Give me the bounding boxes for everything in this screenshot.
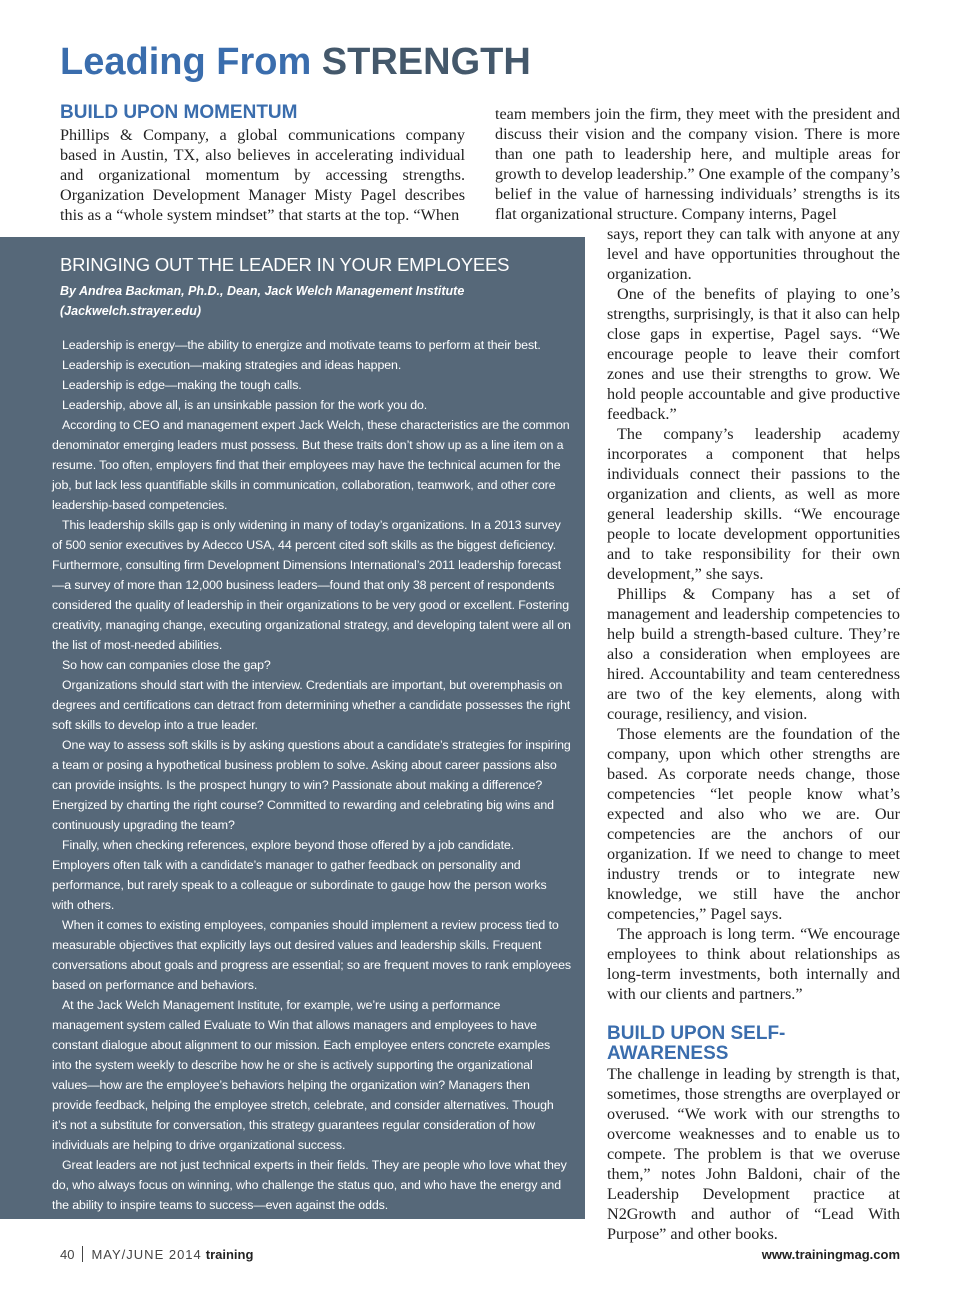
momentum-column-continued (495, 104, 900, 224)
sidebar-title: BRINGING OUT THE LEADER IN YOUR EMPLOYEES (60, 254, 510, 275)
right-column (607, 224, 900, 1244)
title-part-2: STRENGTH (321, 41, 531, 83)
sidebar-paragraph: Leadership is edge—making the tough calls. (62, 378, 302, 392)
momentum-paragraph: The approach is long term. “We encourage employees to think about relationships as long-term investments, both internally and with our clients and partners.” (607, 925, 900, 1003)
issue-date: MAY/JUNE 2014 (91, 1247, 202, 1262)
title-part-1: Leading From (60, 41, 322, 83)
sidebar-paragraph: One way to assess soft skills is by asking questions about a candidate’s strategies for inspiring a team or posing a hypothetical business problem to solve. Asking about career passions also can provide insights. Is the prospect hungry to win? Passionate about making a difference? Energized by charting the right course? Committed to rewarding and celebrating big wins and continuously upgrading the team? (52, 738, 571, 832)
sidebar-byline: By Andrea Backman, Ph.D., Dean, Jack Welch Management Institute (Jackwelch.strayer.edu) (60, 284, 465, 318)
sidebar-paragraph: Finally, when checking references, explore beyond those offered by a job candidate. Employers often talk with a candidate’s manager to gather feedback on personality and performance, but rarely speak to a colleague or subordinate to gauge how the person works with others. (52, 838, 547, 912)
sidebar-paragraph: Organizations should start with the interview. Credentials are important, but overemphasis on degrees and certifications can detract from determining whether a candidate possesses the right soft skills to develop into a true leader. (52, 678, 571, 732)
magazine-name: training (205, 1247, 254, 1262)
self-awareness-paragraph: The challenge in leading by strength is that, sometimes, those strengths are overplayed or overused. “We work with our strengths to overcome weaknesses and to enable us to compete. The problem is that we overuse them,” notes John Baldoni, chair of the Leadership Development practice at N2Growth and author of “Lead With Purpose” and other books. (607, 1065, 900, 1243)
self-awareness-heading: BUILD UPON SELF-AWARENESS (607, 1023, 786, 1064)
sidebar-paragraph: Leadership is energy—the ability to energize and motivate teams to perform at their best. (62, 338, 541, 352)
sidebar-paragraph: Leadership, above all, is an unsinkable passion for the work you do. (62, 398, 428, 412)
sidebar-paragraph: This leadership skills gap is only widening in many of today’s organizations. In a 2013 survey of 500 senior executives by Adecco USA, 44 percent cited soft skills as the biggest deficiency. Furthermore, consulting firm Development Dimensions International’s 2011 leadership forecast—a survey of more than 12,000 business leaders—found that only 38 percent of respondents considered the quality of leadership in their organizations to be very good or excellent. Fostering creativity, managing change, executing organizational strategy, and developing talent were all on the list of most-needed abilities. (52, 518, 571, 652)
momentum-intro-text: Phillips & Company, a global communications company based in Austin, TX, also believes in accelerating individual and organizational momentum by accessing strengths. Organization Development Manager Misty Pagel describes this as a “whole system mindset” that starts at the top. “When (60, 126, 465, 224)
sidebar-box (0, 237, 585, 1219)
momentum-paragraph: Phillips & Company has a set of management and leadership competencies to help build a strength-based culture. They’re also a consideration when employees are hired. Accountability and team centeredness are two of the key elements, along with courage, resiliency, and vision. (607, 585, 900, 723)
article-title (60, 38, 531, 86)
momentum-column-intro (60, 101, 465, 225)
momentum-continued-text: team members join the firm, they meet with the president and discuss their vision and the company vision. There is more than one path to leadership here, and multiple areas for growth to develop leadership.” One example of the company’s belief in the value of harnessing individuals’ strengths is its flat organizational structure. Company interns, Pagel (495, 105, 901, 223)
footer-url: www.trainingmag.com (761, 1247, 900, 1262)
page-number: 40 (60, 1247, 75, 1262)
footer-left (60, 1245, 253, 1265)
sidebar-paragraph: According to CEO and management expert Jack Welch, these characteristics are the common denominator emerging leaders must possess. But these traits don’t show up as a line item on a resume. Too often, employers find that their employees may have the technical acumen for the job, but lack less quantifiable skills in communication, collaboration, teamwork, and other core leadership-based competencies. (52, 418, 570, 512)
footer-divider (82, 1246, 83, 1262)
momentum-heading: BUILD UPON MOMENTUM (60, 102, 298, 123)
sidebar-paragraph: Great leaders are not just technical experts in their fields. They are people who love what they do, who always focus on winning, who challenge the status quo, and who have the energy and the ability to inspire teams to success—even against the odds. (52, 1158, 567, 1212)
momentum-paragraph: The company’s leadership academy incorporates a component that helps individuals connect their passions to the organization and clients, as well as more general leadership skills. “We encourage people to locate development opportunities and to take responsibility for their own development,” she says. (607, 425, 900, 583)
sidebar-body (52, 335, 571, 1215)
momentum-paragraph: says, report they can talk with anyone at any level and have opportunities throughout the organization. (607, 225, 900, 283)
sidebar-paragraph: When it comes to existing employees, companies should implement a review process tied to measurable objectives that explicitly lays out desired values and leadership skills. Frequent conversations about goals and progress are essential; so are frequent moves to rank employees based on performance and behaviors. (52, 918, 571, 992)
momentum-paragraph: One of the benefits of playing to one’s strengths, surprisingly, is that it also can help close gaps in expertise, Pagel says. “We encourage people to leave their comfort zones and use their strengths to grow. We hold people accountable and give productive feedback.” (607, 285, 900, 423)
momentum-paragraph: Those elements are the foundation of the company, upon which other strengths are based. As corporate needs change, those competencies “let people know what’s expected and also who we are. Our competencies are the anchors of our organization. If we need to change to meet industry trends or to integrate new knowledge, we still have the anchor competencies,” Pagel says. (607, 725, 900, 923)
sidebar-paragraph: So how can companies close the gap? (62, 658, 271, 672)
sidebar-paragraph: At the Jack Welch Management Institute, for example, we’re using a performance management system called Evaluate to Win that allows managers and employees to have constant dialogue about alignment to our mission. Each employee enters concrete examples into the system weekly to describe how he or she is actively supporting the organizational values—how are the employee’s behaviors helping the organization win? Managers then provide feedback, helping the employee stretch, celebrate, and consider alternatives. Though it’s not a substitute for conversation, this strategy guarantees regular consideration of how individuals are helping to drive organizational success. (52, 998, 554, 1152)
sidebar-paragraph: Leadership is execution—making strategies and ideas happen. (62, 358, 402, 372)
